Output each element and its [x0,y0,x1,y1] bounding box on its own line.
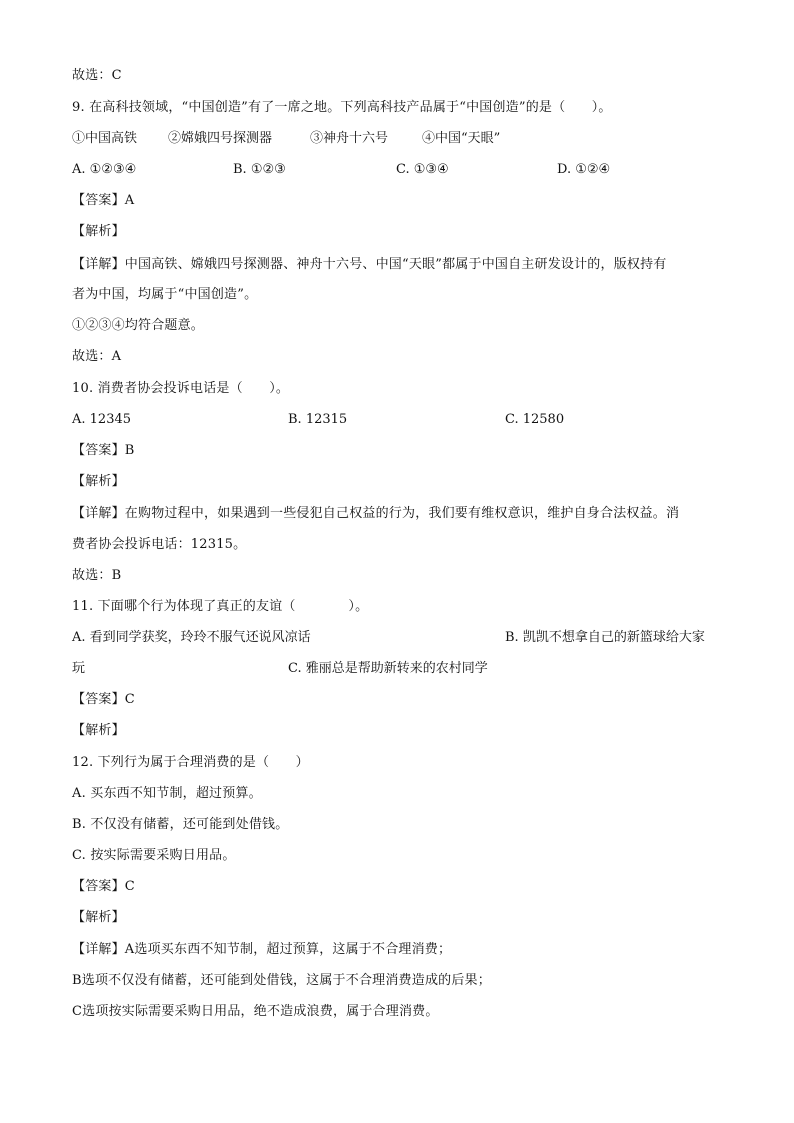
q9-option-b: B. ①②③ [233,162,286,177]
q12-analysis-heading: 【解析】 [72,910,125,925]
q9-analysis-heading: 【解析】 [72,224,125,239]
q9-item-3: ③神舟十六号 [310,131,389,146]
q12-detail-line-1: 【详解】A选项买东西不知节制，超过预算，这属于不合理消费； [72,942,452,957]
q9-detail-line-3: ①②③④均符合题意。 [72,318,205,333]
q9-item-1: ①中国高铁 [72,131,138,146]
q9-detail-line-2: 者为中国，均属于“中国创造”。 [72,287,258,302]
q11-option-b: B. 凯凯不想拿自己的新篮球给大家 [505,630,705,645]
q9-option-a: A. ①②③④ [72,162,137,177]
q11-answer: 【答案】C [72,692,135,707]
question-11-stem: 11. 下面哪个行为体现了真正的友谊（ ）。 [72,599,369,614]
q9-detail-line-1: 【详解】中国高铁、嫦娥四号探测器、神舟十六号、中国“天眼”都属于中国自主研发设计的，版权持有 [72,257,667,272]
q10-option-c: C. 12580 [505,412,565,427]
q12-answer: 【答案】C [72,879,135,894]
q10-option-a: A. 12345 [72,412,132,427]
q12-option-b: B. 不仅没有储蓄，还可能到处借钱。 [72,817,289,832]
q11-option-c: C. 雅丽总是帮助新转来的农村同学 [288,661,488,676]
q9-choice: 故选：A [72,349,122,364]
q10-detail-line-2: 费者协会投诉电话：12315。 [72,537,247,552]
q11-analysis-heading: 【解析】 [72,723,125,738]
previous-answer-choice: 故选：C [72,68,122,83]
q11-option-b-continued: 玩 [72,661,86,676]
q9-answer: 【答案】A [72,193,135,208]
q10-analysis-heading: 【解析】 [72,474,125,489]
q10-choice: 故选：B [72,568,122,583]
question-9-stem: 9. 在高科技领域，“中国创造”有了一席之地。下列高科技产品属于“中国创造”的是（ ）。 [72,100,612,115]
q12-option-c: C. 按实际需要采购日用品。 [72,848,236,863]
q9-option-d: D. ①②④ [557,162,611,177]
question-12-stem: 12. 下列行为属于合理消费的是（ ） [72,755,309,770]
q10-detail-line-1: 【详解】在购物过程中，如果遇到一些侵犯自己权益的行为，我们要有维权意识，维护自身合法权益。消 [72,506,680,521]
q9-item-2: ②嫦娥四号探测器 [168,131,273,146]
q10-option-b: B. 12315 [288,412,348,427]
q12-option-a: A. 买东西不知节制，超过预算。 [72,786,262,801]
q9-item-4: ④中国“天眼” [422,131,501,146]
q9-option-c: C. ①③④ [396,162,449,177]
q12-detail-line-3: C选项按实际需要采购日用品，绝不造成浪费，属于合理消费。 [72,1004,439,1019]
q10-answer: 【答案】B [72,443,135,458]
q12-detail-line-2: B选项不仅没有储蓄，还可能到处借钱，这属于不合理消费造成的后果； [72,973,491,988]
q11-option-a: A. 看到同学获奖，玲玲不服气还说风凉话 [72,630,311,645]
question-10-stem: 10. 消费者协会投诉电话是（ ）。 [72,381,290,396]
